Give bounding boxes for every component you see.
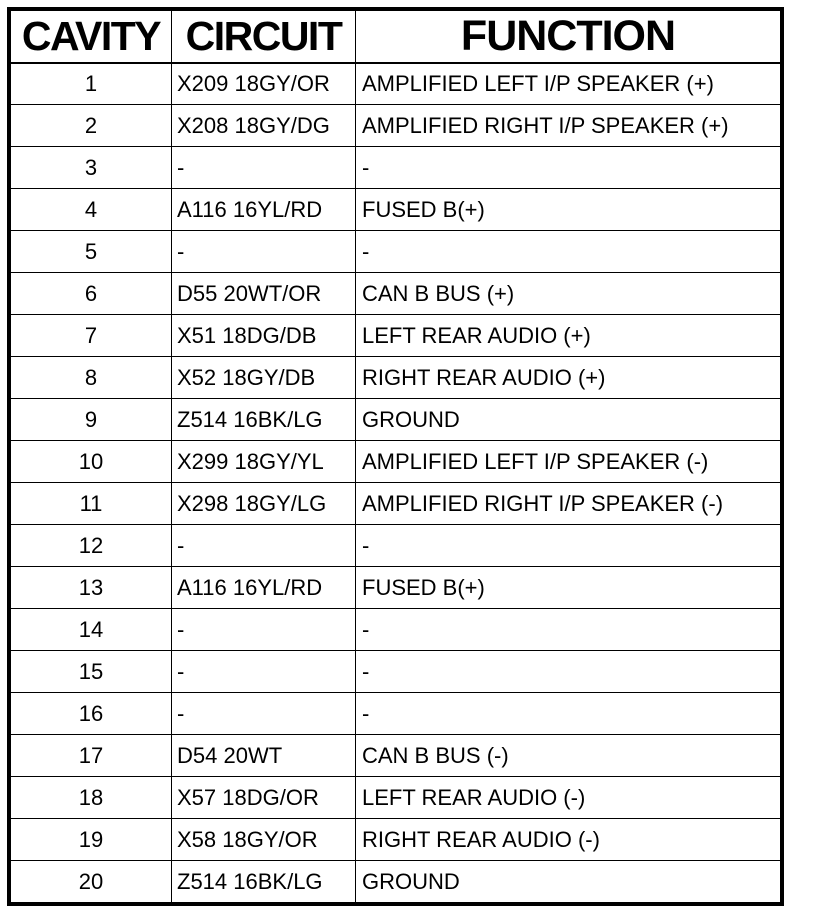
circuit-cell: X57 18DG/OR (172, 777, 356, 819)
cavity-cell: 6 (11, 273, 172, 315)
function-cell: AMPLIFIED LEFT I/P SPEAKER (-) (356, 441, 781, 483)
table-row (11, 525, 781, 567)
circuit-cell: X51 18DG/DB (172, 315, 356, 357)
function-cell: - (356, 231, 781, 273)
circuit-cell: - (172, 231, 356, 273)
table-row (11, 147, 781, 189)
function-cell: - (356, 609, 781, 651)
circuit-cell: - (172, 525, 356, 567)
circuit-cell: X208 18GY/DG (172, 105, 356, 147)
function-cell: LEFT REAR AUDIO (+) (356, 315, 781, 357)
table-row (11, 189, 781, 231)
circuit-cell: X299 18GY/YL (172, 441, 356, 483)
function-cell: AMPLIFIED RIGHT I/P SPEAKER (-) (356, 483, 781, 525)
function-cell: GROUND (356, 861, 781, 903)
circuit-cell: A116 16YL/RD (172, 567, 356, 609)
cavity-cell: 10 (11, 441, 172, 483)
circuit-cell: X52 18GY/DB (172, 357, 356, 399)
table-row (11, 777, 781, 819)
header-circuit: CIRCUIT (172, 11, 356, 63)
cavity-cell: 8 (11, 357, 172, 399)
cavity-cell: 13 (11, 567, 172, 609)
table-row (11, 357, 781, 399)
circuit-cell: A116 16YL/RD (172, 189, 356, 231)
function-cell: AMPLIFIED LEFT I/P SPEAKER (+) (356, 63, 781, 105)
circuit-cell: D55 20WT/OR (172, 273, 356, 315)
cavity-cell: 11 (11, 483, 172, 525)
circuit-cell: Z514 16BK/LG (172, 399, 356, 441)
cavity-cell: 19 (11, 819, 172, 861)
header-function: FUNCTION (356, 11, 781, 63)
circuit-cell: - (172, 693, 356, 735)
function-cell: FUSED B(+) (356, 567, 781, 609)
function-cell: - (356, 525, 781, 567)
circuit-cell: X58 18GY/OR (172, 819, 356, 861)
cavity-cell: 1 (11, 63, 172, 105)
table-row (11, 609, 781, 651)
table-row (11, 483, 781, 525)
table-row (11, 315, 781, 357)
function-cell: FUSED B(+) (356, 189, 781, 231)
circuit-cell: Z514 16BK/LG (172, 861, 356, 903)
function-cell: RIGHT REAR AUDIO (+) (356, 357, 781, 399)
table-row (11, 651, 781, 693)
cavity-cell: 2 (11, 105, 172, 147)
table-body (11, 63, 781, 903)
header-cavity: CAVITY (11, 11, 172, 63)
table-row (11, 105, 781, 147)
function-cell: - (356, 147, 781, 189)
circuit-cell: D54 20WT (172, 735, 356, 777)
table-row (11, 861, 781, 903)
cavity-cell: 20 (11, 861, 172, 903)
function-cell: - (356, 651, 781, 693)
function-cell: RIGHT REAR AUDIO (-) (356, 819, 781, 861)
table-row (11, 441, 781, 483)
function-cell: AMPLIFIED RIGHT I/P SPEAKER (+) (356, 105, 781, 147)
function-cell: LEFT REAR AUDIO (-) (356, 777, 781, 819)
cavity-cell: 3 (11, 147, 172, 189)
table-row (11, 399, 781, 441)
table-row (11, 693, 781, 735)
circuit-cell: - (172, 609, 356, 651)
cavity-cell: 4 (11, 189, 172, 231)
function-cell: - (356, 693, 781, 735)
connector-pinout-table (7, 7, 784, 906)
cavity-cell: 18 (11, 777, 172, 819)
cavity-cell: 14 (11, 609, 172, 651)
cavity-cell: 7 (11, 315, 172, 357)
table-row (11, 231, 781, 273)
circuit-cell: X209 18GY/OR (172, 63, 356, 105)
table-row (11, 735, 781, 777)
table-header (11, 11, 781, 63)
circuit-cell: - (172, 651, 356, 693)
circuit-cell: X298 18GY/LG (172, 483, 356, 525)
table-row (11, 63, 781, 105)
table-row (11, 567, 781, 609)
cavity-cell: 12 (11, 525, 172, 567)
function-cell: GROUND (356, 399, 781, 441)
function-cell: CAN B BUS (+) (356, 273, 781, 315)
header-row (11, 11, 781, 63)
pinout-table (10, 10, 781, 903)
cavity-cell: 16 (11, 693, 172, 735)
cavity-cell: 15 (11, 651, 172, 693)
cavity-cell: 5 (11, 231, 172, 273)
circuit-cell: - (172, 147, 356, 189)
function-cell: CAN B BUS (-) (356, 735, 781, 777)
table-row (11, 819, 781, 861)
cavity-cell: 9 (11, 399, 172, 441)
cavity-cell: 17 (11, 735, 172, 777)
table-row (11, 273, 781, 315)
